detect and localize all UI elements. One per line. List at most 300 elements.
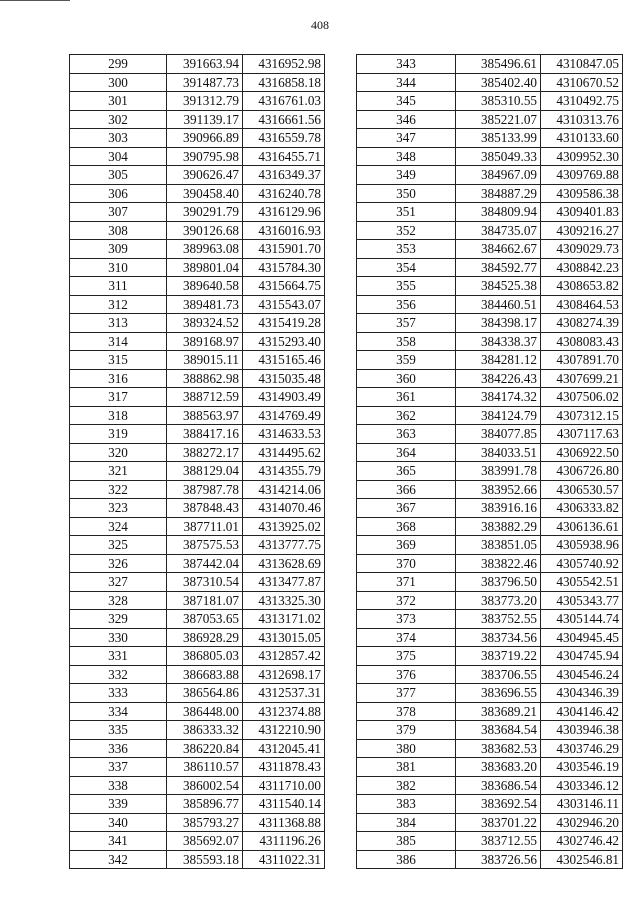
table-row (70, 166, 325, 185)
x-coordinate-cell: 384887.29 (456, 184, 541, 203)
x-coordinate-cell: 384174.32 (456, 388, 541, 407)
table-row (357, 73, 623, 92)
y-coordinate-cell: 4302946.20 (541, 813, 623, 832)
table-row (357, 499, 623, 518)
point-id-cell: 302 (70, 110, 167, 129)
point-id-cell: 379 (357, 721, 456, 740)
table-row (357, 351, 623, 370)
point-id-cell: 326 (70, 554, 167, 573)
y-coordinate-cell: 4309216.27 (541, 221, 623, 240)
point-id-cell: 334 (70, 702, 167, 721)
y-coordinate-cell: 4308653.82 (541, 277, 623, 296)
table-row (70, 129, 325, 148)
point-id-cell: 317 (70, 388, 167, 407)
x-coordinate-cell: 389640.58 (167, 277, 243, 296)
y-coordinate-cell: 4315419.28 (243, 314, 325, 333)
y-coordinate-cell: 4305343.77 (541, 591, 623, 610)
y-coordinate-cell: 4314355.79 (243, 462, 325, 481)
x-coordinate-cell: 384398.17 (456, 314, 541, 333)
y-coordinate-cell: 4315293.40 (243, 332, 325, 351)
x-coordinate-cell: 383916.16 (456, 499, 541, 518)
table-row (357, 258, 623, 277)
table-row (357, 758, 623, 777)
table-row (70, 739, 325, 758)
point-id-cell: 342 (70, 850, 167, 869)
table-row (357, 776, 623, 795)
table-row (357, 628, 623, 647)
y-coordinate-cell: 4309029.73 (541, 240, 623, 259)
y-coordinate-cell: 4306922.50 (541, 443, 623, 462)
point-id-cell: 299 (70, 55, 167, 74)
y-coordinate-cell: 4311878.43 (243, 758, 325, 777)
point-id-cell: 313 (70, 314, 167, 333)
y-coordinate-cell: 4311022.31 (243, 850, 325, 869)
y-coordinate-cell: 4315035.48 (243, 369, 325, 388)
y-coordinate-cell: 4304745.94 (541, 647, 623, 666)
table-row (357, 129, 623, 148)
y-coordinate-cell: 4313925.02 (243, 517, 325, 536)
point-id-cell: 375 (357, 647, 456, 666)
table-row (357, 369, 623, 388)
x-coordinate-cell: 385310.55 (456, 92, 541, 111)
x-coordinate-cell: 388417.16 (167, 425, 243, 444)
table-row (357, 110, 623, 129)
point-id-cell: 323 (70, 499, 167, 518)
point-id-cell: 319 (70, 425, 167, 444)
point-id-cell: 315 (70, 351, 167, 370)
point-id-cell: 306 (70, 184, 167, 203)
y-coordinate-cell: 4314633.53 (243, 425, 325, 444)
point-id-cell: 301 (70, 92, 167, 111)
point-id-cell: 341 (70, 832, 167, 851)
x-coordinate-cell: 390626.47 (167, 166, 243, 185)
point-id-cell: 349 (357, 166, 456, 185)
x-coordinate-cell: 390795.98 (167, 147, 243, 166)
table-row (357, 388, 623, 407)
point-id-cell: 359 (357, 351, 456, 370)
y-coordinate-cell: 4316661.56 (243, 110, 325, 129)
table-row (357, 554, 623, 573)
y-coordinate-cell: 4307891.70 (541, 351, 623, 370)
table-row (70, 351, 325, 370)
table-row (357, 462, 623, 481)
x-coordinate-cell: 388712.59 (167, 388, 243, 407)
x-coordinate-cell: 386805.03 (167, 647, 243, 666)
table-row (70, 332, 325, 351)
y-coordinate-cell: 4306726.80 (541, 462, 623, 481)
table-row (357, 832, 623, 851)
y-coordinate-cell: 4305740.92 (541, 554, 623, 573)
point-id-cell: 364 (357, 443, 456, 462)
x-coordinate-cell: 387181.07 (167, 591, 243, 610)
x-coordinate-cell: 383692.54 (456, 795, 541, 814)
y-coordinate-cell: 4307312.15 (541, 406, 623, 425)
y-coordinate-cell: 4309952.30 (541, 147, 623, 166)
table-row (357, 55, 623, 74)
table-row (70, 480, 325, 499)
y-coordinate-cell: 4314070.46 (243, 499, 325, 518)
y-coordinate-cell: 4304945.45 (541, 628, 623, 647)
x-coordinate-cell: 383822.46 (456, 554, 541, 573)
x-coordinate-cell: 383689.21 (456, 702, 541, 721)
table-row (357, 425, 623, 444)
point-id-cell: 336 (70, 739, 167, 758)
point-id-cell: 369 (357, 536, 456, 555)
y-coordinate-cell: 4309586.38 (541, 184, 623, 203)
y-coordinate-cell: 4306530.57 (541, 480, 623, 499)
x-coordinate-cell: 387575.53 (167, 536, 243, 555)
table-row (70, 536, 325, 555)
x-coordinate-cell: 383682.53 (456, 739, 541, 758)
table-row (70, 92, 325, 111)
point-id-cell: 300 (70, 73, 167, 92)
x-coordinate-cell: 387848.43 (167, 499, 243, 518)
y-coordinate-cell: 4303746.29 (541, 739, 623, 758)
y-coordinate-cell: 4303346.12 (541, 776, 623, 795)
table-row (357, 536, 623, 555)
point-id-cell: 371 (357, 573, 456, 592)
table-row (357, 277, 623, 296)
x-coordinate-cell: 388129.04 (167, 462, 243, 481)
x-coordinate-cell: 385793.27 (167, 813, 243, 832)
point-id-cell: 380 (357, 739, 456, 758)
x-coordinate-cell: 384735.07 (456, 221, 541, 240)
y-coordinate-cell: 4308842.23 (541, 258, 623, 277)
y-coordinate-cell: 4308083.43 (541, 332, 623, 351)
page-number: 408 (311, 18, 329, 32)
x-coordinate-cell: 383726.56 (456, 850, 541, 869)
point-id-cell: 366 (357, 480, 456, 499)
y-coordinate-cell: 4303146.11 (541, 795, 623, 814)
x-coordinate-cell: 383696.55 (456, 684, 541, 703)
x-coordinate-cell: 383706.55 (456, 665, 541, 684)
point-id-cell: 361 (357, 388, 456, 407)
point-id-cell: 348 (357, 147, 456, 166)
table-row (357, 813, 623, 832)
point-id-cell: 338 (70, 776, 167, 795)
y-coordinate-cell: 4310670.52 (541, 73, 623, 92)
y-coordinate-cell: 4315901.70 (243, 240, 325, 259)
x-coordinate-cell: 385133.99 (456, 129, 541, 148)
x-coordinate-cell: 390291.79 (167, 203, 243, 222)
table-row (70, 850, 325, 869)
x-coordinate-cell: 383734.56 (456, 628, 541, 647)
table-row (70, 258, 325, 277)
x-coordinate-cell: 388563.97 (167, 406, 243, 425)
y-coordinate-cell: 4313477.87 (243, 573, 325, 592)
table-row (70, 240, 325, 259)
x-coordinate-cell: 383701.22 (456, 813, 541, 832)
right-coordinate-table (356, 54, 623, 869)
point-id-cell: 383 (357, 795, 456, 814)
point-id-cell: 376 (357, 665, 456, 684)
x-coordinate-cell: 384124.79 (456, 406, 541, 425)
x-coordinate-cell: 386002.54 (167, 776, 243, 795)
x-coordinate-cell: 386448.00 (167, 702, 243, 721)
point-id-cell: 325 (70, 536, 167, 555)
table-row (70, 406, 325, 425)
x-coordinate-cell: 385896.77 (167, 795, 243, 814)
x-coordinate-cell: 384525.38 (456, 277, 541, 296)
table-row (70, 184, 325, 203)
x-coordinate-cell: 384077.85 (456, 425, 541, 444)
point-id-cell: 310 (70, 258, 167, 277)
table-row (70, 462, 325, 481)
x-coordinate-cell: 385496.61 (456, 55, 541, 74)
x-coordinate-cell: 384460.51 (456, 295, 541, 314)
table-row (357, 92, 623, 111)
x-coordinate-cell: 383882.29 (456, 517, 541, 536)
table-row (70, 628, 325, 647)
y-coordinate-cell: 4316858.18 (243, 73, 325, 92)
point-id-cell: 382 (357, 776, 456, 795)
table-row (70, 813, 325, 832)
x-coordinate-cell: 386220.84 (167, 739, 243, 758)
point-id-cell: 305 (70, 166, 167, 185)
point-id-cell: 378 (357, 702, 456, 721)
y-coordinate-cell: 4307699.21 (541, 369, 623, 388)
table-row (70, 517, 325, 536)
y-coordinate-cell: 4312857.42 (243, 647, 325, 666)
x-coordinate-cell: 383683.20 (456, 758, 541, 777)
y-coordinate-cell: 4316349.37 (243, 166, 325, 185)
x-coordinate-cell: 389015.11 (167, 351, 243, 370)
x-coordinate-cell: 383719.22 (456, 647, 541, 666)
table-row (357, 203, 623, 222)
x-coordinate-cell: 385221.07 (456, 110, 541, 129)
y-coordinate-cell: 4316559.78 (243, 129, 325, 148)
point-id-cell: 354 (357, 258, 456, 277)
y-coordinate-cell: 4313628.69 (243, 554, 325, 573)
x-coordinate-cell: 389963.08 (167, 240, 243, 259)
table-row (70, 795, 325, 814)
y-coordinate-cell: 4303546.19 (541, 758, 623, 777)
table-row (70, 425, 325, 444)
y-coordinate-cell: 4314769.49 (243, 406, 325, 425)
point-id-cell: 372 (357, 591, 456, 610)
point-id-cell: 355 (357, 277, 456, 296)
x-coordinate-cell: 386333.32 (167, 721, 243, 740)
table-row (357, 480, 623, 499)
table-row (357, 166, 623, 185)
table-row (70, 684, 325, 703)
point-id-cell: 356 (357, 295, 456, 314)
table-row (357, 665, 623, 684)
point-id-cell: 322 (70, 480, 167, 499)
y-coordinate-cell: 4315543.07 (243, 295, 325, 314)
x-coordinate-cell: 383773.20 (456, 591, 541, 610)
point-id-cell: 381 (357, 758, 456, 777)
table-row (357, 184, 623, 203)
table-row (70, 499, 325, 518)
y-coordinate-cell: 4308274.39 (541, 314, 623, 333)
y-coordinate-cell: 4315165.46 (243, 351, 325, 370)
table-row (70, 55, 325, 74)
point-id-cell: 346 (357, 110, 456, 129)
y-coordinate-cell: 4306333.82 (541, 499, 623, 518)
y-coordinate-cell: 4310133.60 (541, 129, 623, 148)
x-coordinate-cell: 391663.94 (167, 55, 243, 74)
x-coordinate-cell: 383684.54 (456, 721, 541, 740)
point-id-cell: 328 (70, 591, 167, 610)
x-coordinate-cell: 383796.50 (456, 573, 541, 592)
x-coordinate-cell: 387987.78 (167, 480, 243, 499)
y-coordinate-cell: 4316761.03 (243, 92, 325, 111)
table-row (70, 314, 325, 333)
x-coordinate-cell: 387442.04 (167, 554, 243, 573)
point-id-cell: 339 (70, 795, 167, 814)
x-coordinate-cell: 389481.73 (167, 295, 243, 314)
y-coordinate-cell: 4316129.96 (243, 203, 325, 222)
point-id-cell: 324 (70, 517, 167, 536)
x-coordinate-cell: 389168.97 (167, 332, 243, 351)
x-coordinate-cell: 386564.86 (167, 684, 243, 703)
y-coordinate-cell: 4312374.88 (243, 702, 325, 721)
x-coordinate-cell: 384809.94 (456, 203, 541, 222)
x-coordinate-cell: 385049.33 (456, 147, 541, 166)
y-coordinate-cell: 4313015.05 (243, 628, 325, 647)
point-id-cell: 308 (70, 221, 167, 240)
point-id-cell: 340 (70, 813, 167, 832)
table-row (70, 721, 325, 740)
point-id-cell: 331 (70, 647, 167, 666)
y-coordinate-cell: 4311196.26 (243, 832, 325, 851)
point-id-cell: 353 (357, 240, 456, 259)
table-row (357, 610, 623, 629)
y-coordinate-cell: 4310313.76 (541, 110, 623, 129)
y-coordinate-cell: 4305938.96 (541, 536, 623, 555)
x-coordinate-cell: 391487.73 (167, 73, 243, 92)
x-coordinate-cell: 385692.07 (167, 832, 243, 851)
y-coordinate-cell: 4306136.61 (541, 517, 623, 536)
y-coordinate-cell: 4314903.49 (243, 388, 325, 407)
y-coordinate-cell: 4314495.62 (243, 443, 325, 462)
table-row (357, 684, 623, 703)
table-row (357, 240, 623, 259)
y-coordinate-cell: 4304146.42 (541, 702, 623, 721)
corner-rule (0, 0, 70, 1)
x-coordinate-cell: 384033.51 (456, 443, 541, 462)
y-coordinate-cell: 4313325.30 (243, 591, 325, 610)
x-coordinate-cell: 383686.54 (456, 776, 541, 795)
point-id-cell: 362 (357, 406, 456, 425)
y-coordinate-cell: 4313777.75 (243, 536, 325, 555)
y-coordinate-cell: 4304546.24 (541, 665, 623, 684)
table-row (357, 702, 623, 721)
y-coordinate-cell: 4308464.53 (541, 295, 623, 314)
table-row (357, 314, 623, 333)
y-coordinate-cell: 4309401.83 (541, 203, 623, 222)
point-id-cell: 343 (357, 55, 456, 74)
point-id-cell: 307 (70, 203, 167, 222)
y-coordinate-cell: 4307117.63 (541, 425, 623, 444)
x-coordinate-cell: 384226.43 (456, 369, 541, 388)
x-coordinate-cell: 386683.88 (167, 665, 243, 684)
point-id-cell: 335 (70, 721, 167, 740)
x-coordinate-cell: 384281.12 (456, 351, 541, 370)
y-coordinate-cell: 4311368.88 (243, 813, 325, 832)
x-coordinate-cell: 383851.05 (456, 536, 541, 555)
table-row (357, 850, 623, 869)
y-coordinate-cell: 4305144.74 (541, 610, 623, 629)
table-row (70, 388, 325, 407)
x-coordinate-cell: 388862.98 (167, 369, 243, 388)
table-row (70, 147, 325, 166)
point-id-cell: 347 (357, 129, 456, 148)
x-coordinate-cell: 385593.18 (167, 850, 243, 869)
point-id-cell: 357 (357, 314, 456, 333)
point-id-cell: 368 (357, 517, 456, 536)
point-id-cell: 385 (357, 832, 456, 851)
x-coordinate-cell: 383952.66 (456, 480, 541, 499)
y-coordinate-cell: 4310492.75 (541, 92, 623, 111)
table-row (70, 221, 325, 240)
table-row (70, 277, 325, 296)
x-coordinate-cell: 383752.55 (456, 610, 541, 629)
point-id-cell: 312 (70, 295, 167, 314)
table-row (70, 758, 325, 777)
x-coordinate-cell: 385402.40 (456, 73, 541, 92)
x-coordinate-cell: 387053.65 (167, 610, 243, 629)
y-coordinate-cell: 4311710.00 (243, 776, 325, 795)
x-coordinate-cell: 386928.29 (167, 628, 243, 647)
x-coordinate-cell: 390126.68 (167, 221, 243, 240)
point-id-cell: 384 (357, 813, 456, 832)
point-id-cell: 318 (70, 406, 167, 425)
point-id-cell: 333 (70, 684, 167, 703)
point-id-cell: 320 (70, 443, 167, 462)
point-id-cell: 330 (70, 628, 167, 647)
point-id-cell: 365 (357, 462, 456, 481)
table-row (70, 591, 325, 610)
table-row (70, 776, 325, 795)
y-coordinate-cell: 4312210.90 (243, 721, 325, 740)
point-id-cell: 332 (70, 665, 167, 684)
point-id-cell: 309 (70, 240, 167, 259)
x-coordinate-cell: 391139.17 (167, 110, 243, 129)
table-row (70, 295, 325, 314)
y-coordinate-cell: 4314214.06 (243, 480, 325, 499)
y-coordinate-cell: 4304346.39 (541, 684, 623, 703)
point-id-cell: 358 (357, 332, 456, 351)
table-row (70, 73, 325, 92)
table-row (357, 221, 623, 240)
x-coordinate-cell: 384592.77 (456, 258, 541, 277)
y-coordinate-cell: 4309769.88 (541, 166, 623, 185)
point-id-cell: 314 (70, 332, 167, 351)
x-coordinate-cell: 383991.78 (456, 462, 541, 481)
point-id-cell: 352 (357, 221, 456, 240)
table-row (70, 702, 325, 721)
point-id-cell: 367 (357, 499, 456, 518)
table-row (357, 406, 623, 425)
right-table-body (357, 55, 623, 869)
y-coordinate-cell: 4312698.17 (243, 665, 325, 684)
point-id-cell: 329 (70, 610, 167, 629)
x-coordinate-cell: 391312.79 (167, 92, 243, 111)
table-row (70, 443, 325, 462)
y-coordinate-cell: 4305542.51 (541, 573, 623, 592)
table-row (357, 573, 623, 592)
table-row (70, 203, 325, 222)
y-coordinate-cell: 4316240.78 (243, 184, 325, 203)
point-id-cell: 386 (357, 850, 456, 869)
table-row (70, 610, 325, 629)
table-row (357, 295, 623, 314)
point-id-cell: 337 (70, 758, 167, 777)
table-row (357, 647, 623, 666)
x-coordinate-cell: 387711.01 (167, 517, 243, 536)
